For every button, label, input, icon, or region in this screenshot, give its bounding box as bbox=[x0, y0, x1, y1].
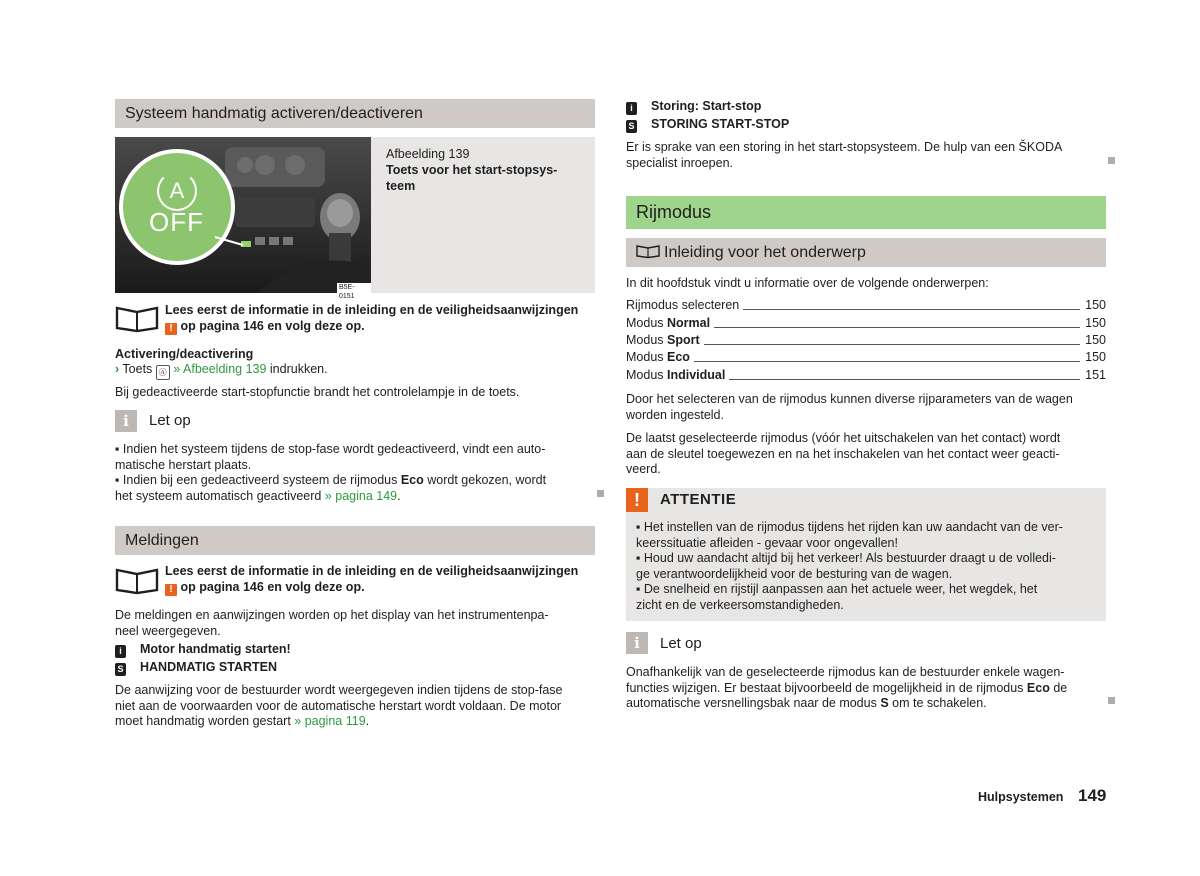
letop-body-left bbox=[115, 442, 595, 504]
afbeelding-link[interactable]: » Afbeelding 139 bbox=[173, 362, 267, 376]
display-s-icon: S bbox=[115, 663, 126, 676]
toc-page: 150 bbox=[1081, 298, 1106, 314]
pagina-link[interactable]: » pagina 119 bbox=[294, 714, 366, 728]
toc-label bbox=[626, 350, 694, 366]
para-line: worden ingesteld. bbox=[626, 407, 724, 422]
toc-prefix: Modus bbox=[626, 316, 667, 330]
eco-text: Eco bbox=[400, 473, 424, 487]
text: wordt gekozen, wordt bbox=[423, 473, 547, 487]
toc-label bbox=[626, 333, 704, 349]
inleiding-title-text: Inleiding voor het onderwerp bbox=[664, 244, 866, 261]
letop-line: ▪ Indien het systeem tijdens de stop-fase wordt gedeactiveerd, vindt een auto- bbox=[115, 442, 546, 456]
section-title-inleiding bbox=[626, 238, 1106, 267]
toc-bold: Normal bbox=[667, 316, 711, 330]
display-s-icon: S bbox=[626, 120, 637, 133]
attentie-title: ATTENTIE bbox=[660, 491, 737, 508]
info-display-icon: i bbox=[115, 645, 126, 658]
leader-dots bbox=[626, 361, 1080, 362]
letop-body-right bbox=[626, 665, 1106, 712]
text: moet handmatig worden gestart bbox=[115, 714, 295, 728]
letop-line bbox=[115, 473, 595, 489]
toets-prefix: Toets bbox=[122, 362, 153, 376]
off-label: OFF bbox=[149, 207, 204, 237]
toets-suffix: indrukken. bbox=[269, 362, 328, 376]
att-line: ▪ Houd uw aandacht altijd bij het verkeer! Als bestuurder draagt u de volledi- bbox=[636, 551, 1056, 565]
toc-label bbox=[626, 298, 743, 314]
letop-line bbox=[626, 681, 1106, 697]
intro-text-1 bbox=[165, 303, 595, 335]
toc-row[interactable] bbox=[626, 368, 1106, 385]
para-line: aan de sleutel toegewezen en na het inschakelen van het contact weer geacti- bbox=[626, 446, 1060, 461]
pagina-link[interactable]: » pagina 149 bbox=[324, 488, 398, 503]
storing-1-text: Storing: Start-stop bbox=[651, 99, 762, 113]
toets-line bbox=[115, 362, 328, 380]
text: de bbox=[1049, 680, 1068, 695]
letop-title-right: Let op bbox=[660, 635, 702, 652]
meldingen-para-2 bbox=[115, 683, 595, 730]
letop-line bbox=[115, 489, 595, 505]
book-icon bbox=[636, 244, 660, 258]
toc-prefix: Modus bbox=[626, 368, 667, 382]
storing-2 bbox=[626, 117, 789, 133]
message-1 bbox=[115, 642, 291, 658]
controlelampje-para: Bij gedeactiveerde start-stopfunctie brandt het controlelampje in de toets. bbox=[115, 385, 520, 399]
rijmodus-para-2 bbox=[626, 431, 1106, 478]
meldingen-para bbox=[115, 608, 595, 639]
toc-row[interactable] bbox=[626, 316, 1106, 333]
toc-label bbox=[626, 368, 729, 384]
info-icon: i bbox=[115, 410, 137, 432]
inleiding-para: In dit hoofdstuk vindt u informatie over de volgende onderwerpen: bbox=[626, 276, 989, 290]
toc-bold: Individual bbox=[667, 368, 726, 382]
toc-page: 150 bbox=[1081, 333, 1106, 349]
book-icon bbox=[115, 566, 159, 594]
para-line: neel weergegeven. bbox=[115, 623, 221, 638]
att-line: ▪ De snelheid en rijstijl aanpassen aan het actuele weer, het wegdek, het bbox=[636, 582, 1038, 596]
intro-line-2-text: op pagina 146 en volg deze op. bbox=[180, 579, 365, 594]
toc-bold: Eco bbox=[667, 350, 690, 364]
toc-prefix: Modus bbox=[626, 350, 667, 364]
toc-prefix: Modus bbox=[626, 333, 667, 347]
info-display-icon: i bbox=[626, 102, 637, 115]
info-icon: i bbox=[626, 632, 648, 654]
para-line: Er is sprake van een storing in het start-stopsysteem. De hulp van een ŠKODA bbox=[626, 140, 1063, 154]
toc-prefix: Rijmodus selecteren bbox=[626, 298, 740, 312]
toc-bold: Sport bbox=[667, 333, 700, 347]
warning-icon: ! bbox=[165, 323, 177, 335]
storing-2-text: STORING START-STOP bbox=[651, 117, 790, 131]
para-line: veerd. bbox=[626, 462, 661, 476]
auto-key-icon: Ⓐ bbox=[156, 365, 170, 380]
text: . bbox=[365, 714, 370, 728]
letop-line bbox=[626, 696, 1106, 712]
intro-line-1: Lees eerst de informatie in de inleiding en de veiligheidsaanwijzingen bbox=[165, 303, 579, 317]
s-text: S bbox=[880, 696, 889, 710]
intro-line-2 bbox=[165, 319, 595, 335]
toc-row[interactable] bbox=[626, 350, 1106, 367]
end-marker bbox=[597, 490, 604, 497]
section-title-meldingen: Meldingen bbox=[115, 526, 595, 555]
intro-text-2 bbox=[165, 564, 595, 596]
chapter-title-rijmodus: Rijmodus bbox=[626, 196, 1106, 229]
toc-page: 151 bbox=[1081, 368, 1106, 384]
auto-stop-icon: A bbox=[157, 171, 197, 211]
figure-caption-title: Toets voor het start-stopsys-teem bbox=[386, 163, 558, 193]
para-line: specialist inroepen. bbox=[626, 155, 734, 170]
text: ▪ Indien bij een gedeactiveerd systeem de rijmodus bbox=[115, 473, 401, 487]
toc-page: 150 bbox=[1081, 350, 1106, 366]
page-number: 149 bbox=[1078, 786, 1107, 805]
eco-text: Eco bbox=[1026, 680, 1050, 695]
text: het systeem automatisch geactiveerd bbox=[115, 488, 325, 503]
text: . bbox=[397, 488, 401, 503]
message-1-text: Motor handmatig starten! bbox=[140, 642, 291, 656]
attentie-box bbox=[626, 488, 1106, 621]
para-line bbox=[115, 714, 595, 730]
book-icon bbox=[115, 304, 159, 332]
att-line: ge verantwoordelijkheid voor de besturing van de wagen. bbox=[636, 566, 953, 581]
rijmodus-para-1 bbox=[626, 392, 1106, 423]
attentie-body bbox=[636, 520, 1098, 613]
letop-line: matische herstart plaats. bbox=[115, 457, 252, 472]
para-line: De laatst geselecteerde rijmodus (vóór het uitschakelen van het contact) wordt bbox=[626, 431, 1061, 445]
toc-label bbox=[626, 316, 714, 332]
warning-icon: ! bbox=[165, 584, 177, 596]
message-2-text: HANDMATIG STARTEN bbox=[140, 660, 278, 674]
text: om te schakelen. bbox=[888, 696, 987, 710]
letop-title-left: Let op bbox=[149, 412, 191, 429]
footer-chapter: Hulpsystemen bbox=[978, 790, 1064, 804]
storing-1 bbox=[626, 99, 761, 115]
att-line: ▪ Het instellen van de rijmodus tijdens het rijden kan uw aandacht van de ver- bbox=[636, 520, 1063, 534]
para-line: Door het selecteren van de rijmodus kunnen diverse rijparameters van de wagen bbox=[626, 392, 1073, 406]
end-marker bbox=[1108, 157, 1115, 164]
para-line: niet aan de voorwaarden voor de automatische herstart wordt voldaan. De motor bbox=[115, 698, 562, 713]
toc-row[interactable] bbox=[626, 333, 1106, 350]
arrow-icon: › bbox=[115, 362, 120, 376]
att-line: zicht en de verkeersomstandigheden. bbox=[636, 597, 844, 612]
toc-page: 150 bbox=[1081, 316, 1106, 332]
para-line: De meldingen en aanwijzingen worden op het display van het instrumentenpa- bbox=[115, 608, 549, 622]
section-title-activeren: Systeem handmatig activeren/deactiveren bbox=[115, 99, 595, 128]
message-2 bbox=[115, 660, 277, 676]
figure-start-stop-button bbox=[115, 137, 371, 300]
figure-caption-number: Afbeelding 139 bbox=[386, 147, 470, 161]
activering-heading: Activering/deactivering bbox=[115, 347, 254, 361]
intro-line-2-text: op pagina 146 en volg deze op. bbox=[180, 318, 365, 333]
intro-line-1: Lees eerst de informatie in de inleiding en de veiligheidsaanwijzingen bbox=[165, 564, 579, 578]
storing-para bbox=[626, 140, 1106, 171]
end-marker bbox=[1108, 697, 1115, 704]
text: functies wijzigen. Er bestaat bijvoorbeeld de mogelijkheid in de rijmodus bbox=[626, 680, 1027, 695]
letop-line: Onafhankelijk van de geselecteerde rijmodus kan de bestuurder enkele wagen- bbox=[626, 665, 1065, 679]
figure-caption bbox=[371, 137, 595, 293]
text: automatische versnellingsbak naar de modus bbox=[626, 696, 881, 710]
warning-icon: ! bbox=[626, 488, 648, 512]
att-line: keerssituatie afleiden - gevaar voor ongevallen! bbox=[636, 535, 898, 550]
intro-line-2 bbox=[165, 580, 595, 596]
toc-row[interactable] bbox=[626, 298, 1106, 315]
figure-code: B5E-0151 bbox=[337, 283, 371, 301]
para-line: De aanwijzing voor de bestuurder wordt weergegeven indien tijdens de stop-fase bbox=[115, 683, 563, 697]
